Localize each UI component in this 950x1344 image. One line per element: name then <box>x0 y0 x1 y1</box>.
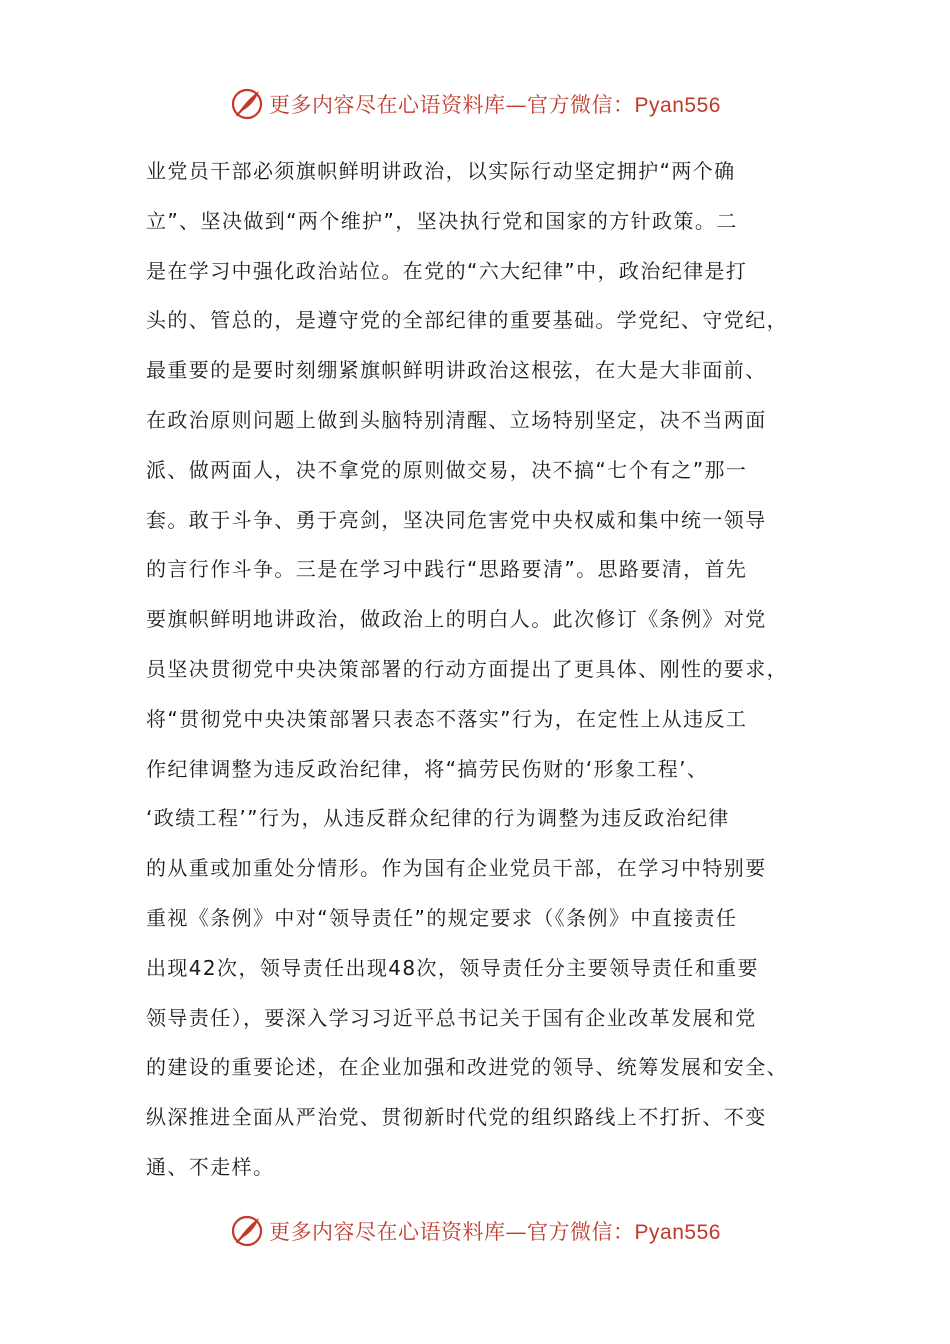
text-line: ‘政绩工程’”行为，从违反群众纪律的行为调整为违反政治纪律 <box>146 806 730 831</box>
text-line: 员坚决贯彻党中央决策部署的行动方面提出了更具体、刚性的要求， <box>146 656 788 681</box>
header-banner-text <box>269 89 721 119</box>
text-line: 纵深推进全面从严治党、贯彻新时代党的组织路线上不打折、不变 <box>146 1105 767 1130</box>
footer-banner[interactable] <box>0 1211 950 1251</box>
text-line: 要旗帜鲜明地讲政治，做政治上的明白人。此次修订《条例》对党 <box>146 607 767 632</box>
text-line: 的建设的重要论述，在企业加强和改进党的领导、统筹发展和安全、 <box>146 1055 788 1080</box>
text-line: 通、不走样。 <box>146 1154 275 1179</box>
footer-banner-text <box>269 1216 721 1246</box>
header-banner[interactable] <box>0 84 950 124</box>
text-line: 的言行作斗争。三是在学习中践行“思路要清”。思路要清，首先 <box>146 557 748 582</box>
footer-banner-label: 更多内容尽在心语资料库—官方微信： <box>269 1220 635 1244</box>
text-line: 作纪律调整为违反政治纪律，将“搞劳民伤财的‘形象工程’、 <box>146 756 709 781</box>
quill-pen-logo-icon <box>229 1213 265 1249</box>
text-line: 头的、管总的，是遵守党的全部纪律的重要基础。学党纪、守党纪， <box>146 308 788 333</box>
header-banner-label: 更多内容尽在心语资料库—官方微信： <box>269 93 635 117</box>
text-line: 的从重或加重处分情形。作为国有企业党员干部，在学习中特别要 <box>146 856 767 881</box>
body-text <box>146 147 826 1193</box>
text-line: 重视《条例》中对“领导责任”的规定要求（《条例》中直接责任 <box>146 905 738 930</box>
text-line: 将“贯彻党中央决策部署只表态不落实”行为，在定性上从违反工 <box>146 706 748 731</box>
quill-pen-logo-icon <box>229 86 265 122</box>
text-line: 领导责任），要深入学习习近平总书记关于国有企业改革发展和党 <box>146 1005 757 1030</box>
text-line: 最重要的是要时刻绷紧旗帜鲜明讲政治这根弦，在大是大非面前、 <box>146 358 767 383</box>
footer-wechat-id: Pyan556 <box>634 1221 721 1244</box>
text-line: 出现42次，领导责任出现48次，领导责任分主要领导责任和重要 <box>146 955 759 980</box>
text-line: 是在学习中强化政治站位。在党的“六大纪律”中，政治纪律是打 <box>146 258 748 283</box>
text-line: 套。敢于斗争、勇于亮剑，坚决同危害党中央权威和集中统一领导 <box>146 507 767 532</box>
text-line: 立”、坚决做到“两个维护”，坚决执行党和国家的方针政策。二 <box>146 208 738 233</box>
text-line: 派、做两面人，决不拿党的原则做交易，决不搞“七个有之”那一 <box>146 457 748 482</box>
text-line: 在政治原则问题上做到头脑特别清醒、立场特别坚定，决不当两面 <box>146 407 767 432</box>
header-wechat-id: Pyan556 <box>634 94 721 117</box>
text-line: 业党员干部必须旗帜鲜明讲政治，以实际行动坚定拥护“两个确 <box>146 159 736 183</box>
